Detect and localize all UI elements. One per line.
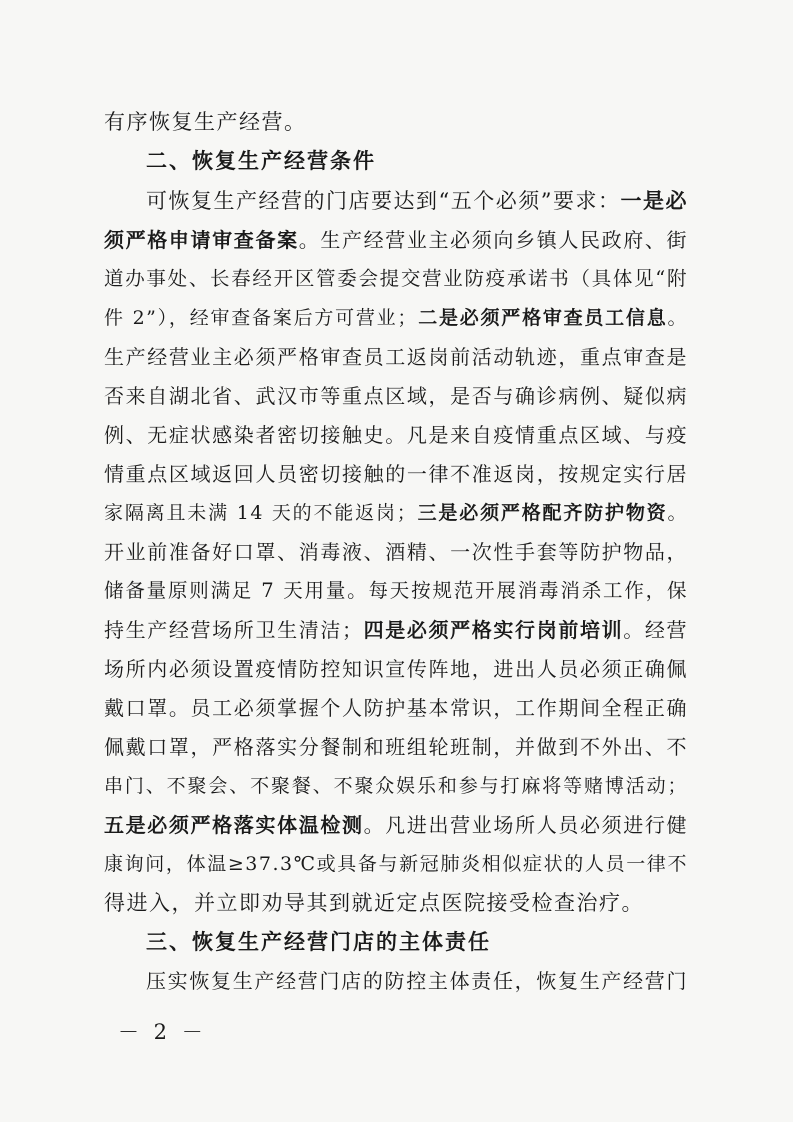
bold-phrase: 五是必须严格落实体温检测 [104, 813, 364, 837]
text-line: 可恢复生产经营的门店要达到“五个必须”要求：一是必 [146, 189, 688, 213]
text-line: 五是必须严格落实体温检测。凡进出营业场所人员必须进行健 [104, 813, 689, 837]
text-line: 储备量原则满足 7 天用量。每天按规范开展消毒消杀工作，保 [104, 579, 688, 602]
text-line: 有序恢复生产经营。 [104, 110, 307, 134]
text-line: 生产经营业主必须严格审查员工返岗前活动轨迹，重点审查是 [104, 345, 688, 369]
text-line: 康询问，体温≥37.3℃或具备与新冠肺炎相似症状的人员一律不 [104, 853, 688, 875]
page-number: － 2 － [118, 1020, 207, 1044]
bold-phrase: 一是必 [620, 189, 688, 213]
text-line: 压实恢复生产经营门店的防控主体责任，恢复生产经营门 [146, 969, 688, 993]
text-line: 例、无症状感染者密切接触史。凡是来自疫情重点区域、与疫 [104, 423, 688, 447]
text-line: 得进入，并立即劝导其到就近定点医院接受检查治疗。 [104, 891, 644, 915]
bold-phrase: 四是必须严格实行岗前培训 [363, 618, 624, 642]
text-line: 场所内必须设置疫情防控知识宣传阵地，进出人员必须正确佩 [104, 657, 688, 681]
text-line: 持生产经营场所卫生清洁；四是必须严格实行岗前培训。经营 [104, 618, 689, 642]
text-line: 道办事处、长春经开区管委会提交营业防疫承诺书（具体见“附 [104, 267, 688, 290]
section-heading: 三、恢复生产经营门店的主体责任 [146, 930, 491, 954]
bold-phrase: 三是必须严格配齐防护物资 [417, 502, 668, 524]
bold-phrase: 二是必须严格审查员工信息 [417, 307, 668, 329]
text-line: 戴口罩。员工必须掌握个人防护基本常识，工作期间全程正确 [104, 696, 688, 720]
text-line: 情重点区域返回人员密切接触的一律不准返岗，按规定实行居 [104, 462, 688, 486]
bold-phrase: 须严格申请审查备案 [104, 228, 299, 252]
text-line: 家隔离且未满 14 天的不能返岗；三是必须严格配齐防护物资。 [104, 502, 688, 524]
text-line: 否来自湖北省、武汉市等重点区域，是否与确诊病例、疑似病 [104, 384, 688, 408]
text-line: 串门、不聚会、不聚餐、不聚众娱乐和参与打麻将等赌博活动； [104, 775, 688, 797]
text-line: 件 2”），经审查备案后方可营业；二是必须严格审查员工信息。 [104, 307, 688, 329]
text-line: 佩戴口罩，严格落实分餐制和班组轮班制，并做到不外出、不 [104, 735, 688, 759]
text-line: 须严格申请审查备案。生产经营业主必须向乡镇人民政府、街 [104, 228, 689, 252]
text-line: 开业前准备好口罩、消毒液、酒精、一次性手套等防护物品， [104, 540, 688, 564]
section-heading: 二、恢复生产经营条件 [146, 149, 376, 173]
